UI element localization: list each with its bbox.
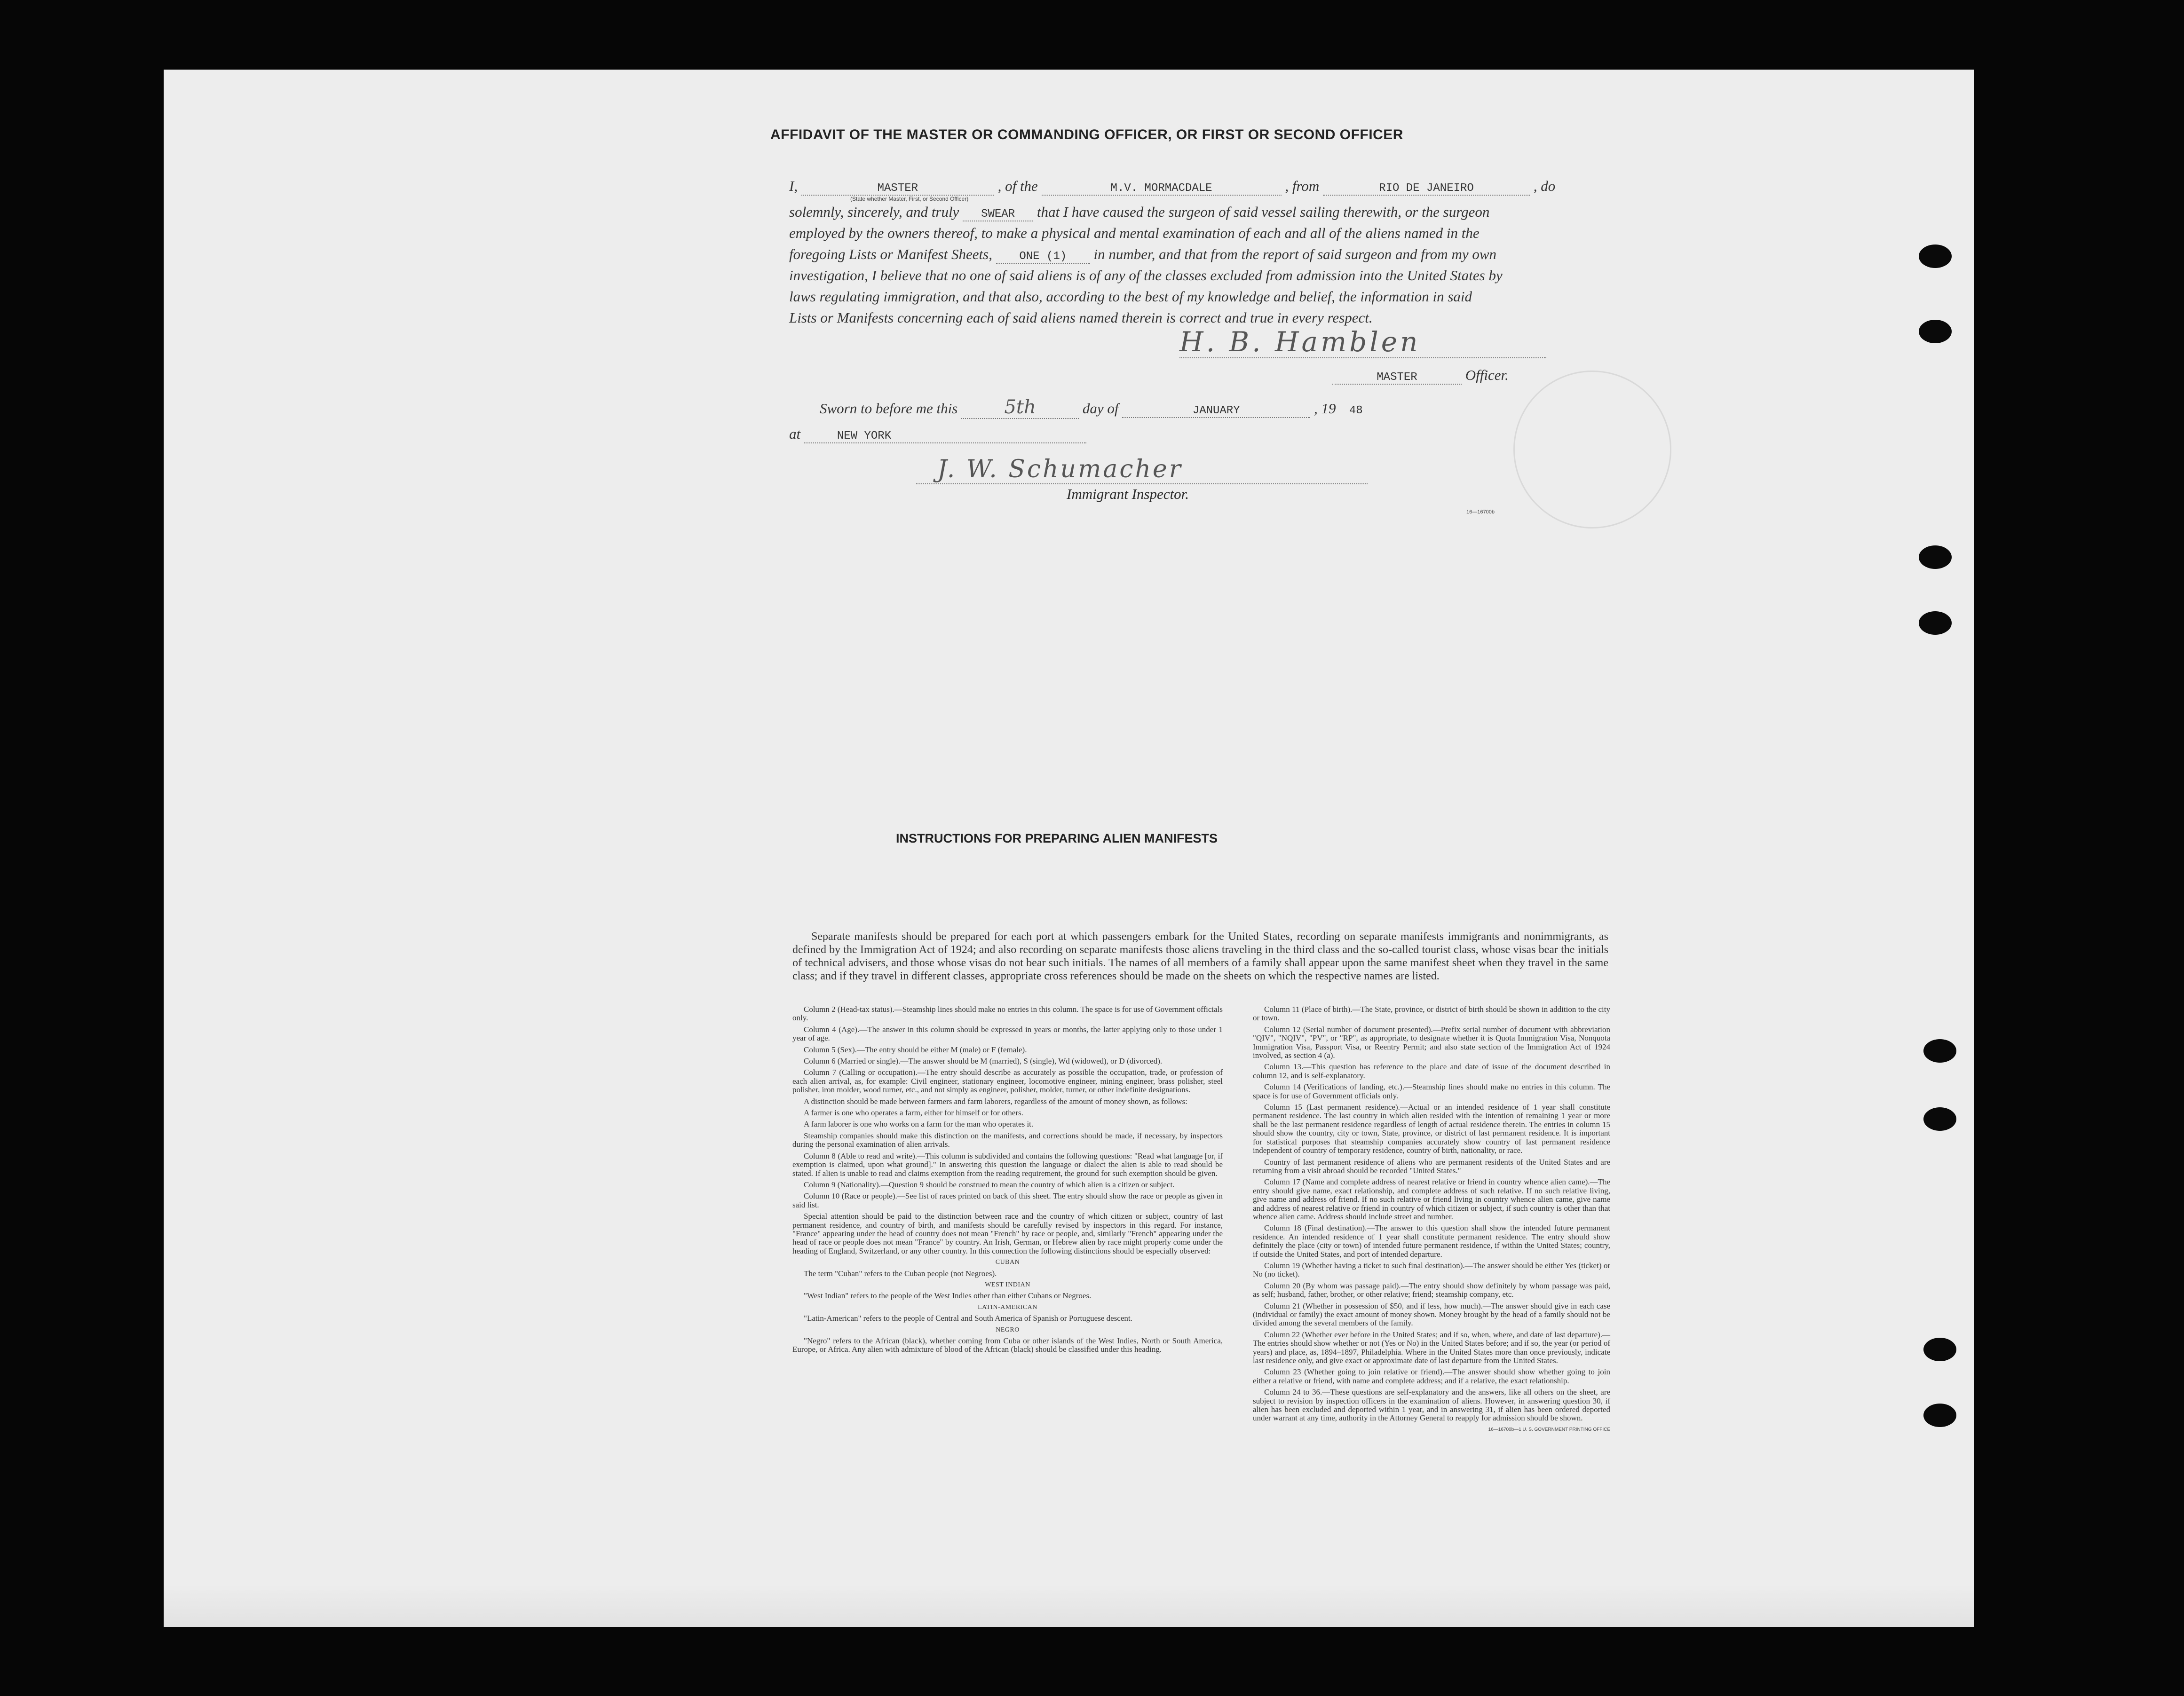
punch-hole [1919, 545, 1952, 569]
instruction-paragraph: Column 6 (Married or single).—The answer should be M (married), S (single), Wd (widowed), or D (divorced). [804, 1057, 1163, 1066]
definition-text: "Negro" refers to the African (black), whether coming from Cuba or other islands of the West Indies, North or South America, Europe, or Africa. Any alien with admixture of blood of the African (black) should be classified under this heading. [792, 1336, 1223, 1354]
instruction-paragraph: Column 17 (Name and complete address of nearest relative or friend in country whence alien came).—The entry should give name, exact relationship, and complete address of such relative. If no such relative living, give name and address of friend. If no such relative or friend living in country whence alien came, give name and address of nearest relative or friend in country of which citizen or subject, if such country is other than that whence alien came. Address should include street and number. [1253, 1177, 1610, 1221]
instruction-paragraph: Column 14 (Verifications of landing, etc.).—Steamship lines should make no entries in this column. The space is for use of Government officials only. [1253, 1082, 1610, 1100]
instruction-paragraph: Column 24 to 36.—These questions are self-explanatory and the answers, like all others on the sheet, are subject to revision by inspection officers in the examination of aliens. However, in answering question 30, if alien has been excluded and deported within 1 year, and in answering 31, if alien has been ordered deported under warrant at any time, authority in the Attorney General to reapply for admission should be shown. [1253, 1388, 1610, 1423]
instruction-paragraph: Country of last permanent residence of aliens who are permanent residents of the United States and are returning from a visit abroad should be recorded "United States." [1253, 1157, 1610, 1175]
instructions-left-column [792, 1005, 1223, 1357]
affidavit-title: AFFIDAVIT OF THE MASTER OR COMMANDING OFFICER, OR FIRST OR SECOND OFFICER [770, 127, 1403, 142]
instruction-paragraph: Column 19 (Whether having a ticket to such final destination).—The answer should be either Yes (ticket) or No (no ticket). [1253, 1261, 1610, 1279]
instruction-paragraph: Column 20 (By whom was passage paid).—The entry should show definitely by whom passage was paid, as self; husband, father, brother, or other relative; friend; steamship company, etc. [1253, 1281, 1610, 1299]
punch-hole [1919, 245, 1952, 268]
definition-text: The term "Cuban" refers to the Cuban people (not Negroes). [804, 1269, 997, 1278]
officer-title-field: MASTER [1332, 371, 1462, 385]
sworn-line: Sworn to before me this 5th day of JANUARY , 19 48 [820, 396, 1372, 419]
port-from-field: RIO DE JANEIRO [1323, 182, 1530, 196]
officer-rank-field: MASTER [801, 182, 994, 196]
instructions-right-column [1253, 1005, 1610, 1434]
printing-office-footer: 16—16700b—1 U. S. GOVERNMENT PRINTING OFFICE [1488, 1427, 1610, 1432]
signature-line [1179, 357, 1546, 358]
definition-text: "Latin-American" refers to the people of Central and South America of Spanish or Portuguese descent. [804, 1314, 1132, 1323]
instruction-paragraph: Column 21 (Whether in possession of $50, and if less, how much).—The answer should give in each case (individual or family) the exact amount of money shown. Money brought by the head of a family should not be divided among the several members of the family. [1253, 1301, 1610, 1328]
sworn-month-field: JANUARY [1122, 404, 1310, 418]
swear-field: SWEAR [963, 208, 1033, 221]
definition-heading: NEGRO [996, 1326, 1020, 1333]
instruction-paragraph: Column 2 (Head-tax status).—Steamship lines should make no entries in this column. The space is for use of Government officials only. [792, 1005, 1223, 1023]
vessel-name-field: M.V. MORMACDALE [1042, 182, 1282, 196]
place-field: NEW YORK [804, 430, 1086, 443]
affidavit-line-1: I, MASTER , of the M.V. MORMACDALE , from RIO DE JANEIRO , do [789, 178, 1556, 195]
instruction-paragraph: Column 18 (Final destination).—The answer to this question shall show the intended future permanent residence. An intended residence of 1 year shall constitute permanent residence. The entry should show definitely the place (city or town) of intended future permanent residence, if within the United States; country, if outside the United States, and port of intended departure. [1253, 1223, 1610, 1259]
instruction-paragraph: Column 12 (Serial number of document presented).—Prefix serial number of document with abbreviation "QIV", "NQIV", "PV", or "RP", as appropriate, to designate whether it is Quota Immigration Visa, Nonquota Immigration Visa, Passport Visa, or Reentry Permit; and also state section of the Immigration Act of 1924 involved, as section 4 (a). [1253, 1025, 1610, 1060]
instructions-title: INSTRUCTIONS FOR PREPARING ALIEN MANIFESTS [896, 831, 1218, 845]
affidavit-line-7: Lists or Manifests concerning each of said aliens named therein is correct and true in every respect. [789, 309, 1373, 326]
definition-heading: WEST INDIAN [985, 1281, 1030, 1288]
instruction-paragraph: Column 4 (Age).—The answer in this column should be expressed in years or months, the latter applying only to those under 1 year of age. [792, 1025, 1223, 1043]
affidavit-line-3: employed by the owners thereof, to make a physical and mental examination of each and all of the aliens named in the [789, 225, 1480, 241]
definition-heading: CUBAN [995, 1259, 1020, 1266]
inspector-title: Immigrant Inspector. [1067, 486, 1189, 502]
sworn-day-field: 5th [961, 396, 1079, 419]
instruction-paragraph: Column 13.—This question has reference to the place and date of issue of the document described in column 12, and is self-explanatory. [1253, 1062, 1610, 1080]
rank-note: (State whether Master, First, or Second Officer) [850, 196, 969, 202]
instruction-paragraph: Steamship companies should make this distinction on the manifests, and corrections should be made, if necessary, by inspectors during the personal examination of alien arrivals. [792, 1131, 1223, 1149]
definition-heading: LATIN-AMERICAN [978, 1303, 1037, 1311]
seal-impression [1513, 371, 1671, 529]
officer-title-line: MASTER Officer. [1332, 367, 1509, 385]
instruction-paragraph: Column 7 (Calling or occupation).—The entry should describe as accurately as possible the occupation, trade, or profession of each alien arrival, as, for example: Civil engineer, stationary engineer, locomotive engineer, mining engineer, brass polisher, steel polisher, iron molder, wood turner, etc., and not simply as engineer, polisher, molder, turner, or other indefinite designations. [792, 1068, 1223, 1095]
instruction-paragraph: Special attention should be paid to the distinction between race and the country of which citizen or subject, country of last permanent residence, and country of birth, and manifests should be carefully revised by inspectors in this regard. For instance, "France" appearing under the head of country does not mean "French" by race or people, and, similarly "French" appearing under the head of race or people does not mean "France" by country. An Irish, German, or Hebrew alien by race might properly come under the heading of England, Switzerland, or any other country. In this connection the following distinctions should be especially observed: [792, 1212, 1223, 1255]
master-signature: H. B. Hamblen [1179, 326, 1421, 358]
instruction-paragraph: A farmer is one who operates a farm, either for himself or for others. [804, 1108, 1023, 1118]
sworn-year-field: 48 [1349, 404, 1363, 417]
instruction-paragraph: Column 23 (Whether going to join relative or friend).—The answer should show whether going to join either a relative or friend, with name and complete address; and if a relative, the exact relationship. [1253, 1367, 1610, 1385]
form-number: 16—16700b [1466, 509, 1495, 515]
affidavit-line-2: solemnly, sincerely, and truly SWEAR that I have caused the surgeon of said vessel sailing therewith, or the surgeon [789, 204, 1490, 221]
instruction-paragraph: A farm laborer is one who works on a farm for the man who operates it. [804, 1120, 1034, 1129]
affidavit-line-4: foregoing Lists or Manifest Sheets, ONE (1) in number, and that from the report of said surgeon and from my own [789, 246, 1497, 263]
instruction-paragraph: Column 8 (Able to read and write).—This column is subdivided and contains the following questions: "Read what language [or, if exemption is claimed, upon what ground]." In answering this question the language or dialect the alien is able to read should be stated. If alien is unable to read and claims exemption from the reading requirement, the ground for such exemption should be given. [792, 1151, 1223, 1178]
punch-hole [1919, 320, 1952, 343]
place-line: at NEW YORK [789, 426, 1086, 443]
instruction-paragraph: Column 9 (Nationality).—Question 9 should be construed to mean the country of which alien is a citizen or subject. [804, 1180, 1175, 1189]
instructions-intro: Separate manifests should be prepared for each port at which passengers embark for the United States, recording on separate manifests immigrants and nonimmigrants, as defined by the Immigration Act of 1924; and also recording on separate manifests those aliens traveling in the third class and the so-called tourist class, whose visas bear the initials of technical advisers, and those whose visas do not bear such initials. The names of all members of a family shall appear upon the same manifest sheet when they travel in the same class; and if they travel in different classes, appropriate cross references should be made on the sheets on which the respective names are listed. [792, 931, 1608, 982]
punch-hole [1923, 1107, 1956, 1131]
inspector-signature: J. W. Schumacher [937, 455, 1183, 483]
instruction-paragraph: Column 10 (Race or people).—See list of races printed on back of this sheet. The entry should show the race or people as given in said list. [792, 1191, 1223, 1209]
instruction-paragraph: Column 22 (Whether ever before in the United States; and if so, when, where, and date of last departure).—The entries should show whether or not (Yes or No) in the United States before; and if so, the year (or period of years) and place, as, 1894–1897, Philadelphia. Where in the United States more than once previously, indicate last residence only, and give exact or approximate date of last departure from the United States. [1253, 1330, 1610, 1365]
document-page [164, 70, 1974, 1627]
instruction-paragraph: Column 15 (Last permanent residence).—Actual or an intended residence of 1 year shall constitute permanent residence. The last country in which alien resided with the intention of remaining 1 year or more shall be the last permanent residence regardless of length of actual residence therein. The entries in column 15 should show the country, city or town, State, province, or district of last permanent residence. It is important for statistical purposes that steamship companies accurately show country of last permanent residence independent of country of temporary residence, country of birth, nationality, or race. [1253, 1103, 1610, 1155]
punch-hole [1919, 611, 1952, 635]
definition-text: "West Indian" refers to the people of the West Indies other than either Cubans or Negroes. [804, 1291, 1092, 1301]
instruction-paragraph: Column 5 (Sex).—The entry should be either M (male) or F (female). [804, 1045, 1027, 1054]
affidavit-line-6: laws regulating immigration, and that also, according to the best of my knowledge and belief, the information in said [789, 288, 1472, 305]
instruction-paragraph: A distinction should be made between farmers and farm laborers, regardless of the amount of money shown, as follows: [804, 1096, 1187, 1106]
punch-hole [1923, 1404, 1956, 1427]
affidavit-line-5: investigation, I believe that no one of said aliens is of any of the classes excluded from admission into the United States by [789, 267, 1503, 284]
punch-hole [1923, 1039, 1956, 1063]
inspector-signature-line [916, 483, 1368, 484]
punch-hole [1923, 1338, 1956, 1361]
sheet-count-field: ONE (1) [996, 250, 1090, 264]
instruction-paragraph: Column 11 (Place of birth).—The State, province, or district of birth should be shown in addition to the city or town. [1253, 1005, 1610, 1023]
